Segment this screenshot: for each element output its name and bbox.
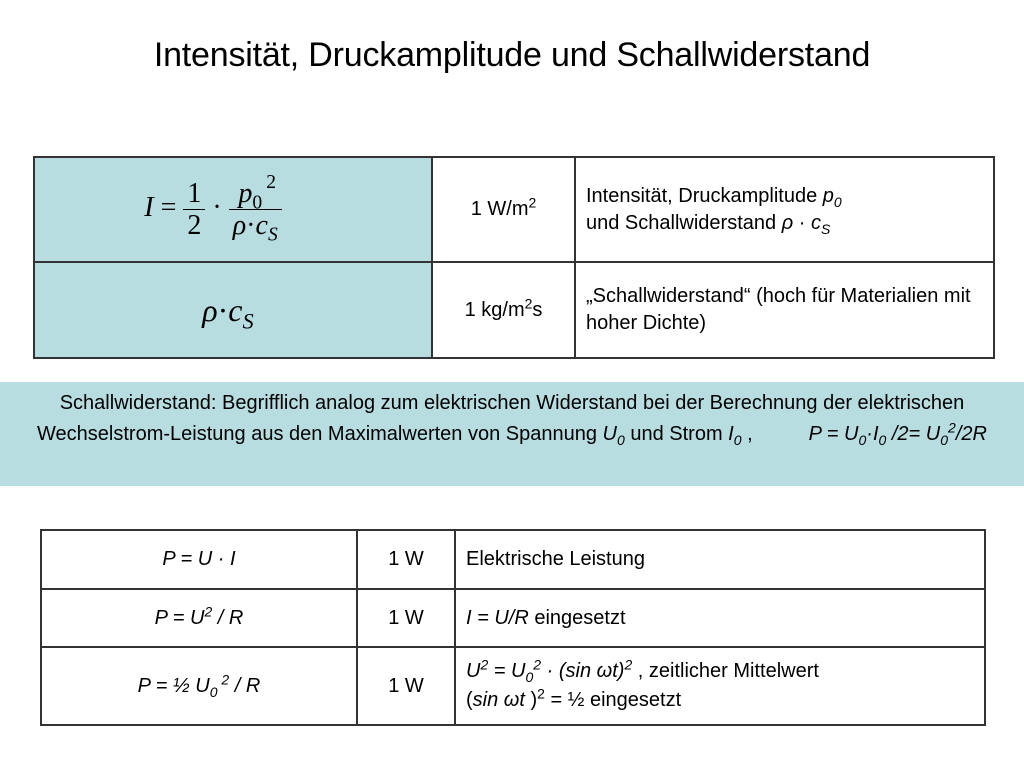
description-cell: I = U/R eingesetzt xyxy=(455,589,985,647)
fraction-denominator: $\rho\cdot c_S$ xyxy=(229,209,282,239)
page-title: Intensität, Druckamplitude und Schallwiderstand xyxy=(153,36,871,74)
table-row xyxy=(34,157,994,262)
fraction-pressure-impedance xyxy=(229,171,282,246)
table-row xyxy=(41,647,985,725)
table-row xyxy=(41,530,985,589)
description-cell: „Schallwiderstand“ (hoch für Materialien mit hoher Dichte) xyxy=(575,262,994,358)
impedance-formula: $\rho\cdot c_S$ xyxy=(202,291,254,333)
table-row xyxy=(41,589,985,647)
impedance-formula-cell xyxy=(34,262,432,358)
unit-cell: 1 W xyxy=(357,530,455,589)
formula-symbol: I xyxy=(144,191,154,223)
unit-cell: 1 W xyxy=(357,589,455,647)
table-row xyxy=(34,262,994,358)
intensity-table xyxy=(33,156,995,359)
fraction-numerator: $p_0^2$ xyxy=(238,171,277,214)
description-cell: Intensität, Druckamplitude $p_0$ und Schallwiderstand $\rho \cdot c_S$ xyxy=(575,157,994,262)
formula-cell: P = ½ $U_0$ $^2$ / R xyxy=(41,647,357,725)
formula-equals: = xyxy=(160,191,177,223)
impedance-info-box: Schallwiderstand: Begrifflich analog zum elektrischen Widerstand bei der Berechnung der elektrischen Wechselstrom-Leistung aus den Maximalwerten von Spannung $U_0$ und Strom $I_0$ , $P = U_0\cdot I_0$ $/2= U_0^2/2R$ xyxy=(0,382,1024,486)
unit-cell: 1 $kg/m^2s$ xyxy=(432,262,575,358)
intensity-formula xyxy=(35,171,431,246)
power-table xyxy=(40,529,986,726)
intensity-formula-cell xyxy=(34,157,432,262)
description-cell: Elektrische Leistung xyxy=(455,530,985,589)
formula-cell: $P = U^2 / R$ xyxy=(41,589,357,647)
description-cell: $U^2 = U_0^2 \cdot (\sin$ ωt)$^2$ , zeitlicher Mittelwert (sin ωt )$^2$ = ½ eingesetzt xyxy=(455,647,985,725)
power-equation: $P = U_0\cdot I_0$ $/2= U_0^2/2R$ xyxy=(808,419,987,448)
formula-cell: P = U · I xyxy=(41,530,357,589)
unit-cell: 1 W xyxy=(357,647,455,725)
formula-dot: · xyxy=(212,191,222,223)
fraction-half: $\frac{1}{2}$ xyxy=(183,180,205,239)
unit-cell: 1 $W/m^2$ xyxy=(432,157,575,262)
